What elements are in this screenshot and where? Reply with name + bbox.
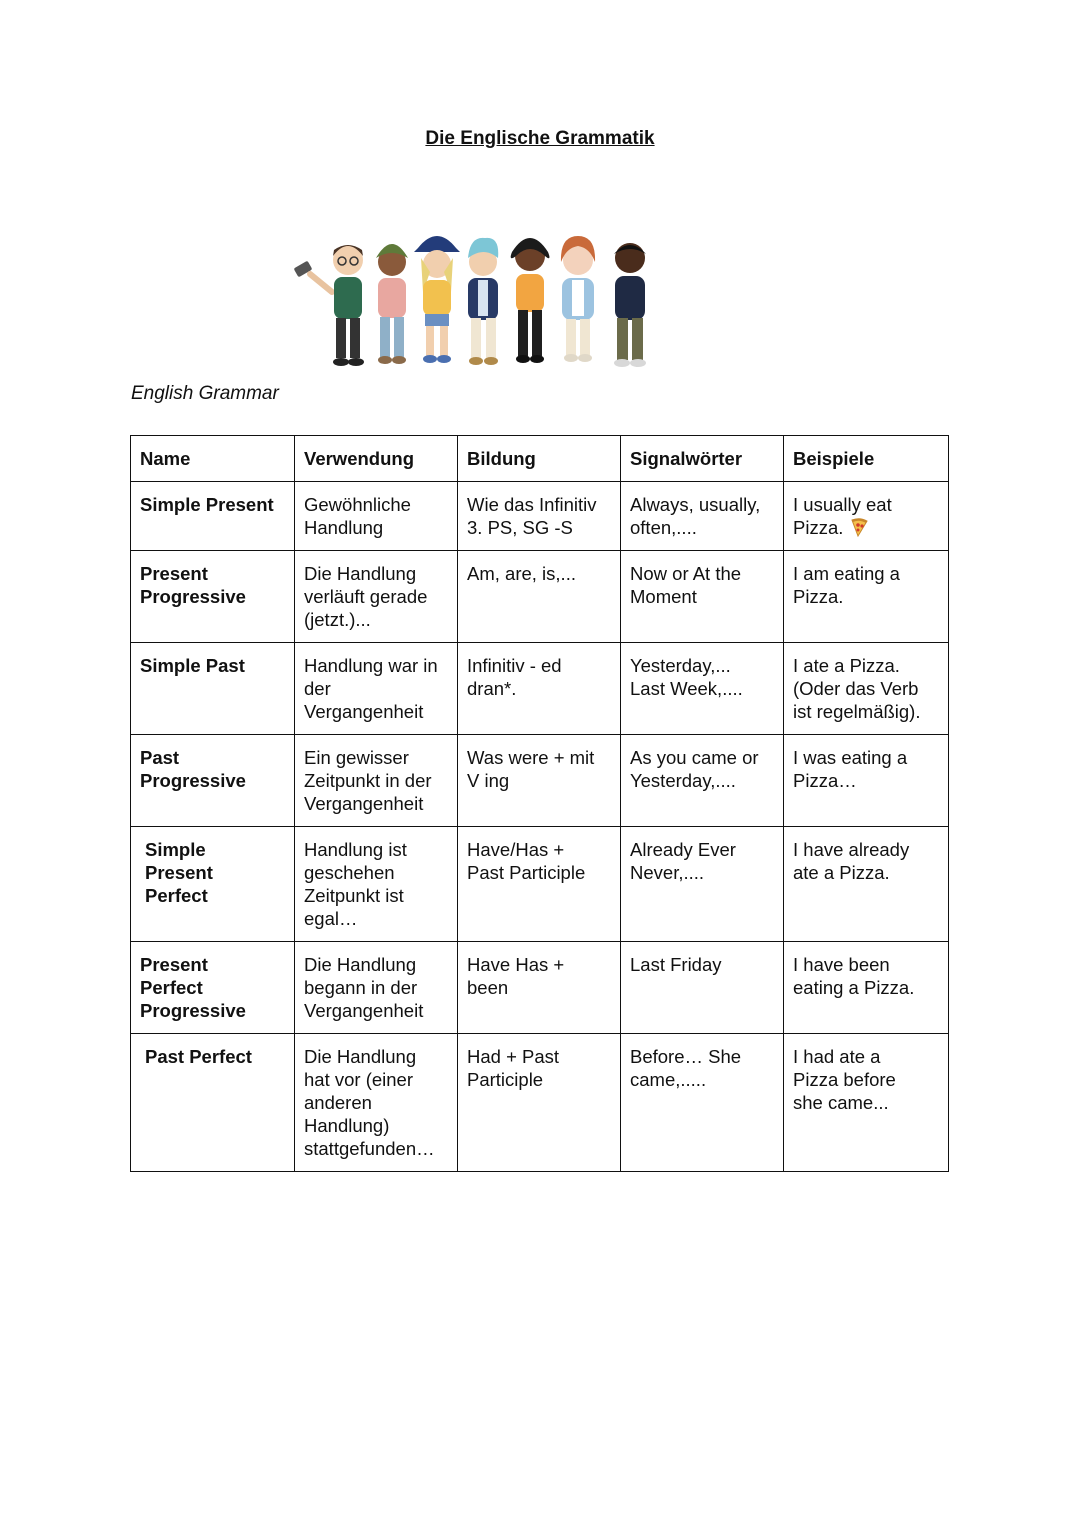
beispiele-cell <box>784 1034 949 1172</box>
tense-name-cell <box>131 827 295 942</box>
group-of-cartoon-people-icon <box>290 222 670 372</box>
cell-line: Simple <box>145 839 206 860</box>
table-header-row <box>131 436 949 482</box>
cell-line: Wie das Infinitiv <box>467 494 597 515</box>
verwendung-cell <box>295 942 458 1034</box>
cell-line: stattgefunden… <box>304 1138 435 1159</box>
tense-name-cell <box>131 1034 295 1172</box>
cell-line: Vergangenheit <box>304 1000 424 1021</box>
cell-line: Present <box>140 563 208 584</box>
signalwoerter-cell <box>621 1034 784 1172</box>
cell-line: Have Has + <box>467 954 565 975</box>
cell-line: Pizza. <box>793 517 844 538</box>
cell-line: I had ate a <box>793 1046 881 1067</box>
table-row <box>131 482 949 551</box>
cell-line: Vergangenheit <box>304 793 424 814</box>
table-row <box>131 735 949 827</box>
cell-line: Present <box>145 862 213 883</box>
cell-line: V ing <box>467 770 510 791</box>
cell-line: Yesterday,.... <box>630 770 736 791</box>
tense-name-cell <box>131 482 295 551</box>
cell-line: Now or At the <box>630 563 742 584</box>
cell-line: (jetzt.)... <box>304 609 371 630</box>
cell-line: eating a Pizza. <box>793 977 915 998</box>
cell-line: Before… She <box>630 1046 742 1067</box>
cartoon-person-7 <box>614 243 646 367</box>
tense-name-cell <box>131 551 295 643</box>
signalwoerter-cell <box>621 643 784 735</box>
cell-line: Never,.... <box>630 862 705 883</box>
cell-line: Last Week,.... <box>630 678 743 699</box>
cell-line: Die Handlung <box>304 1046 417 1067</box>
verwendung-cell <box>295 827 458 942</box>
cell-line: Zeitpunkt ist <box>304 885 404 906</box>
table-row <box>131 827 949 942</box>
cell-line: Yesterday,... <box>630 655 731 676</box>
cell-line: Always, usually, <box>630 494 761 515</box>
cell-line: As you came or <box>630 747 759 768</box>
cell-line: (Oder das Verb <box>793 678 919 699</box>
bildung-cell <box>458 942 621 1034</box>
cell-line: Progressive <box>140 1000 246 1021</box>
cartoon-person-1 <box>294 245 364 366</box>
cell-line: I have already <box>793 839 910 860</box>
cell-line: Progressive <box>140 586 246 607</box>
cell-line: anderen <box>304 1092 372 1113</box>
table-row <box>131 1034 949 1172</box>
cell-line: been <box>467 977 509 998</box>
cell-line: I usually eat <box>793 494 892 515</box>
document-title: Die Englische Grammatik <box>425 128 655 149</box>
verwendung-cell <box>295 551 458 643</box>
cell-line: Perfect <box>140 977 203 998</box>
bildung-cell <box>458 1034 621 1172</box>
cell-line: Simple Past <box>140 655 245 676</box>
verwendung-cell <box>295 1034 458 1172</box>
cell-line: Ein gewisser <box>304 747 409 768</box>
pizza-slice-icon <box>849 517 869 537</box>
cell-line: Zeitpunkt in der <box>304 770 432 791</box>
cartoon-person-2 <box>376 244 408 364</box>
cell-line: Was were + mit <box>467 747 595 768</box>
beispiele-cell <box>784 735 949 827</box>
cartoon-person-5 <box>511 238 550 363</box>
cell-line: Last Friday <box>630 954 722 975</box>
cell-line: 3. PS, SG -S <box>467 517 573 538</box>
bildung-cell <box>458 735 621 827</box>
cell-line: Am, are, is,... <box>467 563 576 584</box>
cell-line: begann in der <box>304 977 418 998</box>
signalwoerter-cell <box>621 942 784 1034</box>
cartoon-person-3 <box>414 236 460 363</box>
beispiele-cell <box>784 482 949 551</box>
signalwoerter-cell <box>621 735 784 827</box>
cell-line: Past <box>140 747 180 768</box>
cell-line: egal… <box>304 908 358 929</box>
cell-line: Had + Past <box>467 1046 560 1067</box>
cell-line: Past Participle <box>467 862 586 883</box>
bildung-cell <box>458 643 621 735</box>
beispiele-cell <box>784 551 949 643</box>
table-row <box>131 551 949 643</box>
verwendung-cell <box>295 735 458 827</box>
tense-name-cell <box>131 942 295 1034</box>
bildung-cell <box>458 551 621 643</box>
cartoon-person-4 <box>468 238 498 365</box>
cell-line: geschehen <box>304 862 395 883</box>
table-row <box>131 643 949 735</box>
cell-line: Have/Has + <box>467 839 565 860</box>
cell-line: Die Handlung <box>304 954 417 975</box>
cell-line: Perfect <box>145 885 208 906</box>
cell-line: dran*. <box>467 678 517 699</box>
cell-line: Simple Present <box>140 494 274 515</box>
cell-line: I am eating a <box>793 563 900 584</box>
beispiele-cell <box>784 643 949 735</box>
cell-line: came,..... <box>630 1069 707 1090</box>
column-header: Verwendung <box>295 436 458 482</box>
column-header: Beispiele <box>784 436 949 482</box>
cell-line: Handlung <box>304 517 384 538</box>
cell-line: Die Handlung <box>304 563 417 584</box>
cartoon-person-6 <box>561 236 595 362</box>
verwendung-cell <box>295 643 458 735</box>
cell-line: Pizza. <box>793 586 844 607</box>
column-header: Bildung <box>458 436 621 482</box>
bildung-cell <box>458 482 621 551</box>
column-header: Name <box>131 436 295 482</box>
cell-line: Past Perfect <box>145 1046 252 1067</box>
cell-line: Pizza before <box>793 1069 896 1090</box>
tense-name-cell <box>131 643 295 735</box>
bildung-cell <box>458 827 621 942</box>
cell-line: der <box>304 678 331 699</box>
cell-line: Progressive <box>140 770 246 791</box>
cell-line: ist regelmäßig). <box>793 701 921 722</box>
cell-line: Vergangenheit <box>304 701 424 722</box>
cell-line: I was eating a <box>793 747 908 768</box>
tense-name-cell <box>131 735 295 827</box>
cell-line: Present <box>140 954 208 975</box>
cell-line: Handlung ist <box>304 839 407 860</box>
document-subtitle: English Grammar <box>131 383 279 404</box>
table-row <box>131 942 949 1034</box>
cell-line: hat vor (einer <box>304 1069 413 1090</box>
grammar-table <box>130 435 949 1172</box>
signalwoerter-cell <box>621 827 784 942</box>
cell-line: Gewöhnliche <box>304 494 411 515</box>
cell-line: she came... <box>793 1092 889 1113</box>
verwendung-cell <box>295 482 458 551</box>
cell-line: Pizza… <box>793 770 857 791</box>
column-header: Signalwörter <box>621 436 784 482</box>
cell-line: often,.... <box>630 517 697 538</box>
cell-line: I have been <box>793 954 890 975</box>
cell-line: Already Ever <box>630 839 736 860</box>
cell-line: ate a Pizza. <box>793 862 890 883</box>
signalwoerter-cell <box>621 551 784 643</box>
cell-line: Participle <box>467 1069 544 1090</box>
cell-line: Handlung) <box>304 1115 390 1136</box>
cell-line: Infinitiv - ed <box>467 655 562 676</box>
beispiele-cell <box>784 942 949 1034</box>
cell-line: Moment <box>630 586 697 607</box>
signalwoerter-cell <box>621 482 784 551</box>
cell-line: I ate a Pizza. <box>793 655 900 676</box>
cell-line: Handlung war in <box>304 655 438 676</box>
cell-line: verläuft gerade <box>304 586 428 607</box>
beispiele-cell <box>784 827 949 942</box>
